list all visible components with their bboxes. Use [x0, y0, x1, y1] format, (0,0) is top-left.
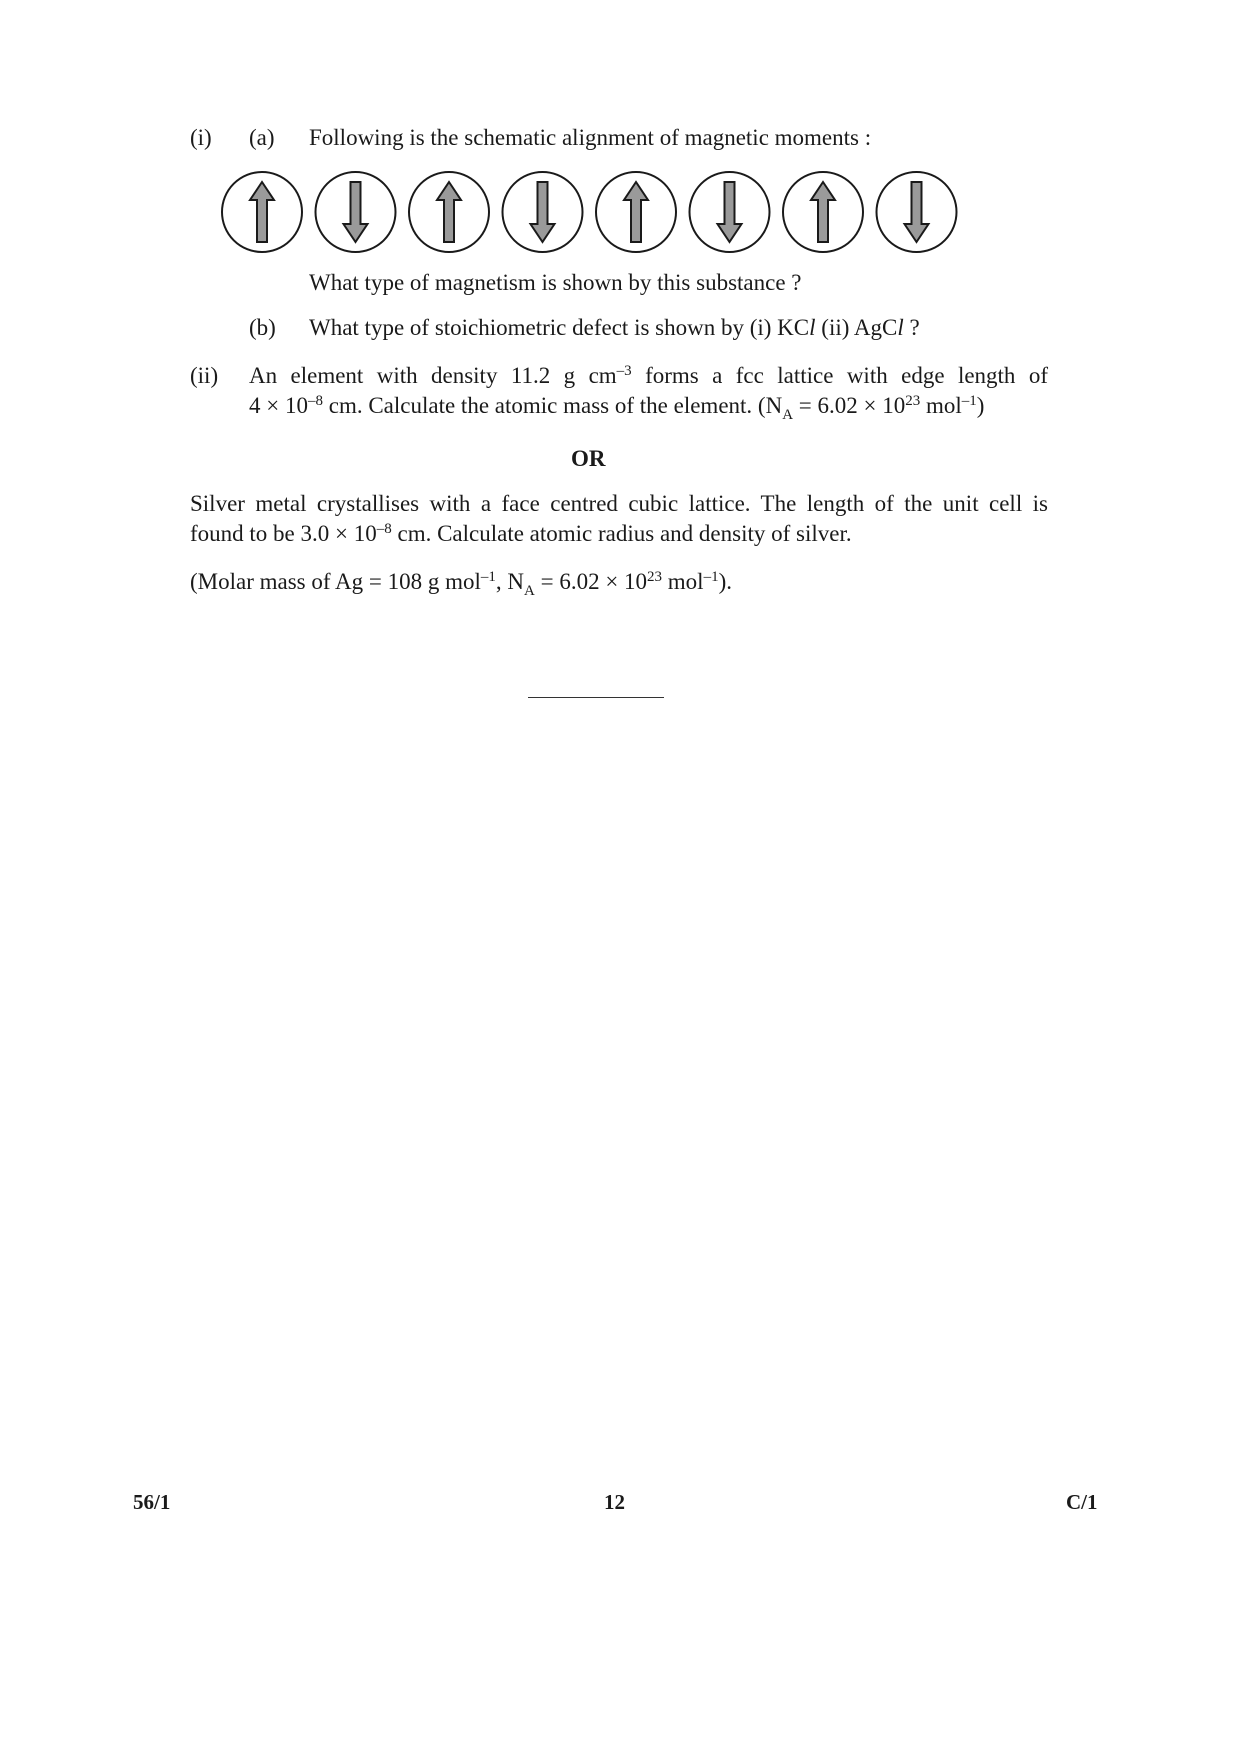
magnetic-moment-down — [690, 172, 770, 252]
alt-question-given-data: (Molar mass of Ag = 108 g mol$^{-1}$, $N_A = 6.02 \times 10^{23}$ mol$^{-1}$). — [190, 569, 732, 599]
alt-question-line-2: found to be $3.0 \times 10^{-8}$ cm. Calculate atomic radius and density of silver. — [190, 521, 852, 546]
question-ii-line-1: An element with density 11.2 g $cm^{-3}$ forms a fcc lattice with edge length of — [249, 363, 1048, 388]
magnetic-moment-down — [316, 172, 396, 252]
set-code: C/1 — [1066, 1490, 1098, 1514]
question-ii-number: (ii) — [190, 363, 219, 388]
magnetic-moment-up — [409, 172, 489, 252]
part-a-text: Following is the schematic alignment of magnetic moments : — [309, 125, 872, 150]
question-i-number: (i) — [190, 125, 212, 150]
part-a-label: (a) — [249, 125, 275, 150]
or-separator: OR — [571, 446, 606, 471]
part-a-question: What type of magnetism is shown by this substance ? — [309, 270, 802, 295]
page-number: 12 — [604, 1490, 625, 1514]
magnetic-moment-up — [783, 172, 863, 252]
magnetic-moments-diagram — [220, 169, 970, 255]
part-b-text: What type of stoichiometric defect is shown by (i) KCl (ii) AgCl ? — [309, 315, 920, 340]
paper-code: 56/1 — [133, 1490, 171, 1514]
end-divider — [528, 697, 664, 698]
question-ii-line-2: $4 \times 10^{-8}$ cm. Calculate the atomic mass of the element. ($N_A = 6.02 \times 10^{23}$ mol$^{-1}$) — [249, 393, 985, 423]
magnetic-moment-up — [222, 172, 302, 252]
alt-question-line-1: Silver metal crystallises with a face centred cubic lattice. The length of the unit cell is — [190, 491, 1048, 516]
part-b-label: (b) — [249, 315, 276, 340]
magnetic-moment-up — [596, 172, 676, 252]
magnetic-moment-down — [877, 172, 957, 252]
magnetic-moment-down — [503, 172, 583, 252]
